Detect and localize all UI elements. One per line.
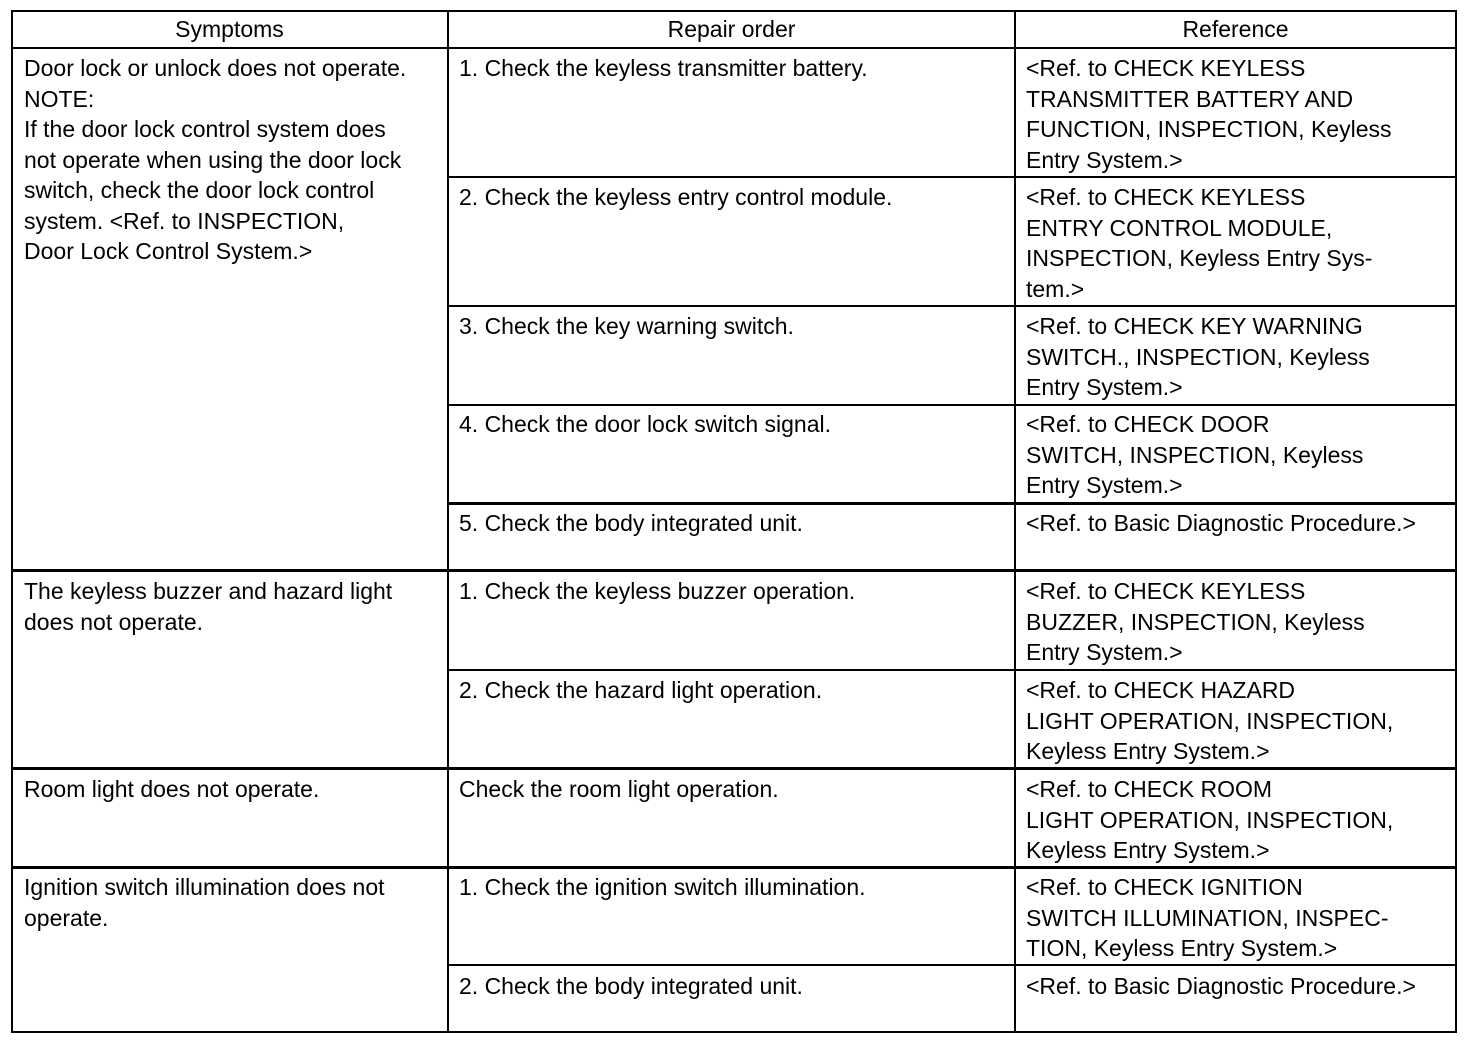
symptom-room-light: Room light does not operate. (24, 776, 320, 802)
repair-step: 4. Check the door lock switch signal. (459, 411, 832, 437)
header-symptoms: Symptoms (175, 16, 284, 42)
reference-text: <Ref. to CHECK KEYLESS TRANSMITTER BATTERY AND FUNCTION, INSPECTION, Keyless Entry System.> (1026, 55, 1392, 173)
repair-step: 1. Check the keyless buzzer operation. (459, 578, 856, 604)
symptom-door-lock: Door lock or unlock does not operate. NOTE: If the door lock control system does not operate when using the door lock switch, check the door lock control system. <Ref. to INSPECTION, Door Lock Control System.> (24, 55, 407, 264)
repair-step: 2. Check the body integrated unit. (459, 973, 803, 999)
symptom-ignition-illumination: Ignition switch illumination does not operate. (24, 874, 385, 931)
header-reference: Reference (1182, 16, 1289, 42)
reference-text: <Ref. to CHECK KEYLESS BUZZER, INSPECTION, Keyless Entry System.> (1026, 578, 1365, 665)
symptom-buzzer-hazard: The keyless buzzer and hazard light does not operate. (24, 578, 393, 635)
repair-step: 1. Check the ignition switch illumination. (459, 874, 866, 900)
reference-text: <Ref. to CHECK HAZARD LIGHT OPERATION, INSPECTION, Keyless Entry System.> (1026, 677, 1394, 764)
reference-text: <Ref. to CHECK KEY WARNING SWITCH., INSPECTION, Keyless Entry System.> (1026, 313, 1370, 400)
repair-step: 2. Check the keyless entry control module. (459, 184, 893, 210)
reference-text: <Ref. to CHECK ROOM LIGHT OPERATION, INSPECTION, Keyless Entry System.> (1026, 776, 1394, 863)
reference-text: <Ref. to Basic Diagnostic Procedure.> (1026, 973, 1416, 999)
repair-step: 1. Check the keyless transmitter battery. (459, 55, 868, 81)
reference-text: <Ref. to CHECK KEYLESS ENTRY CONTROL MODULE, INSPECTION, Keyless Entry Sys- tem.> (1026, 184, 1373, 302)
reference-text: <Ref. to CHECK IGNITION SWITCH ILLUMINATION, INSPEC- TION, Keyless Entry System.> (1026, 874, 1389, 961)
header-repair-order: Repair order (667, 16, 796, 42)
repair-step: 2. Check the hazard light operation. (459, 677, 823, 703)
repair-step: 3. Check the key warning switch. (459, 313, 794, 339)
reference-text: <Ref. to CHECK DOOR SWITCH, INSPECTION, Keyless Entry System.> (1026, 411, 1364, 498)
repair-step: 5. Check the body integrated unit. (459, 510, 803, 536)
repair-step: Check the room light operation. (459, 776, 779, 802)
reference-text: <Ref. to Basic Diagnostic Procedure.> (1026, 510, 1416, 536)
